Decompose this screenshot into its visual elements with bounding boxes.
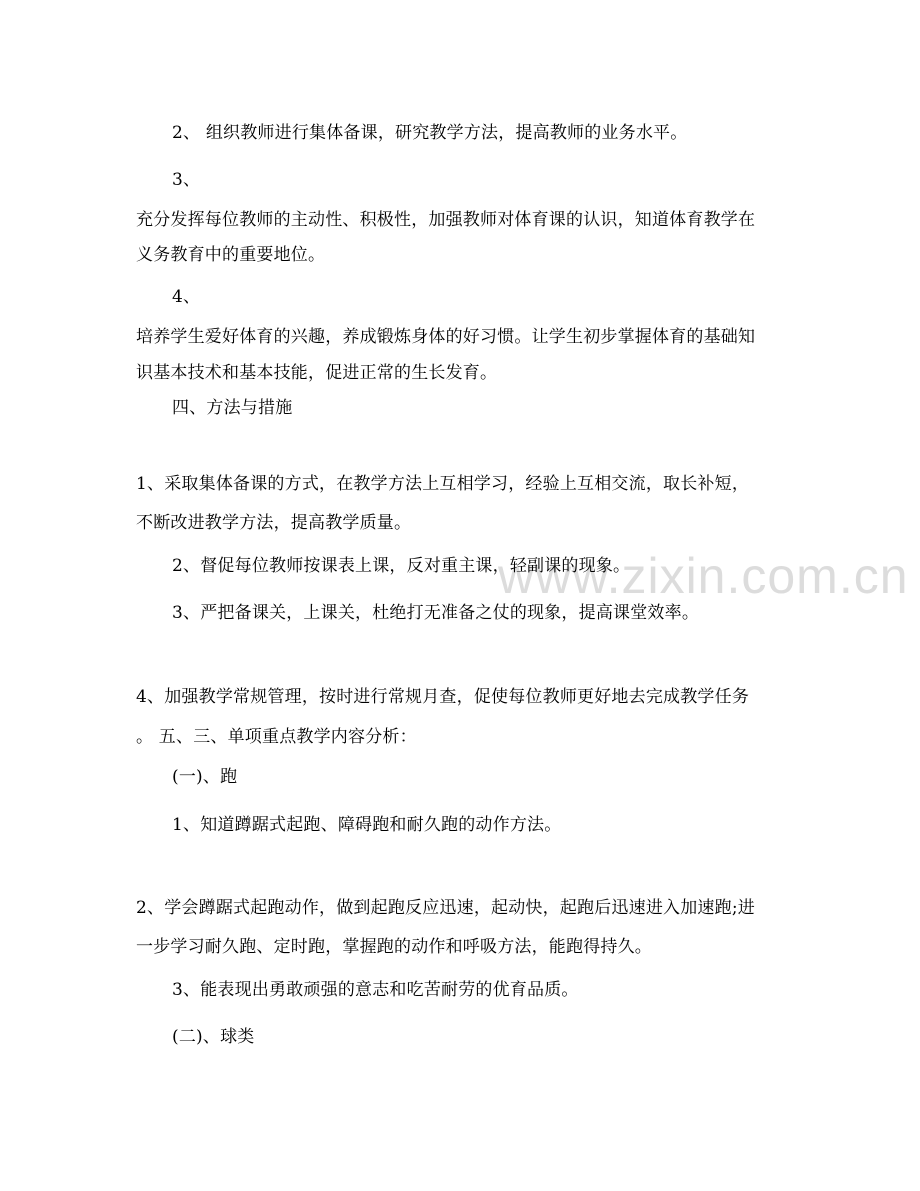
text-line: 3、严把备课关，上课关，杜绝打无准备之仗的现象，提高课堂效率。 xyxy=(172,603,700,623)
text-line: 2、督促每位教师按课表上课，反对重主课，轻副课的现象。 xyxy=(172,556,631,576)
text-line: 4、加强教学常规管理，按时进行常规月查，促使每位教师更好地去完成教学任务 xyxy=(136,687,750,707)
text-line: 充分发挥每位教师的主动性、积极性，加强教师对体育课的认识，知道体育教学在 xyxy=(136,210,756,230)
text-line: 识基本技术和基本技能，促进正常的生长发育。 xyxy=(136,363,498,383)
text-line: 3、能表现出勇敢顽强的意志和吃苦耐劳的优育品质。 xyxy=(172,980,579,1000)
text-line: 一步学习耐久跑、定时跑，掌握跑的动作和呼吸方法，能跑得持久。 xyxy=(136,937,652,957)
text-line: 2、 组织教师进行集体备课，研究教学方法，提高教师的业务水平。 xyxy=(172,123,688,143)
subsection-heading: (二)、球类 xyxy=(172,1027,255,1047)
text-line: 义务教育中的重要地位。 xyxy=(136,245,326,265)
text-line: 3、 xyxy=(172,170,201,190)
text-line: 1、采取集体备课的方式，在教学方法上互相学习，经验上互相交流，取长补短， xyxy=(136,474,750,494)
text-line: 培养学生爱好体育的兴趣，养成锻炼身体的好习惯。让学生初步掌握体育的基础知 xyxy=(136,327,756,347)
section-heading: 四、方法与措施 xyxy=(172,398,293,418)
watermark-text: www.zixin.com.cn xyxy=(498,548,909,604)
text-line: 2、学会蹲踞式起跑动作，做到起跑反应迅速，起动快，起跑后迅速进入加速跑;进 xyxy=(136,898,755,918)
text-line: 4、 xyxy=(172,287,201,307)
text-line: 不断改进教学方法，提高教学质量。 xyxy=(136,513,412,533)
subsection-heading: (一)、跑 xyxy=(172,767,238,787)
text-line: 1、知道蹲踞式起跑、障碍跑和耐久跑的动作方法。 xyxy=(172,815,562,835)
text-line: 。 五、三、单项重点教学内容分析： xyxy=(136,727,417,747)
